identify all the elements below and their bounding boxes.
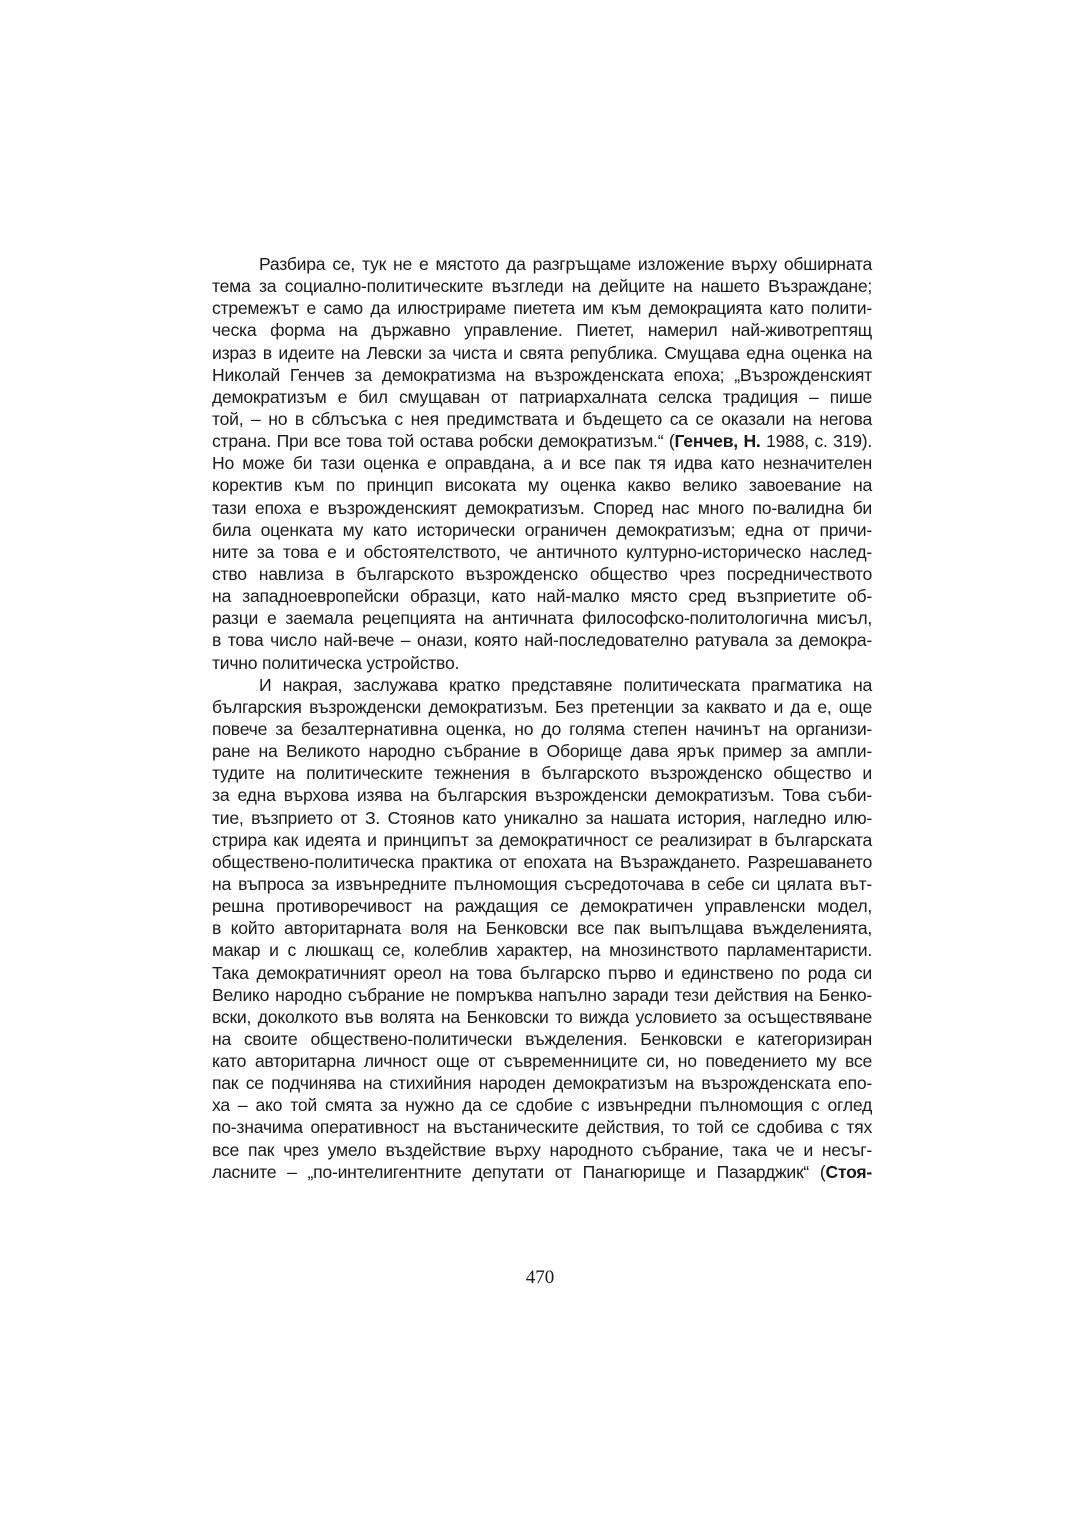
text-line: на своите обществено-политически въжделения. Бенковски е категоризиран	[212, 1028, 872, 1049]
paragraph-2	[212, 674, 872, 1183]
text-line: демократизъм е бил смущаван от патриархалната селска традиция – пише	[212, 386, 872, 407]
text-line: била оценката му като исторически ограничен демократизъм; една от причи-	[212, 519, 872, 540]
citation-author: Генчев, Н.	[674, 431, 761, 452]
text-segment: страна. При все това той остава робски демократизъм.“ (	[212, 431, 675, 452]
body-text	[212, 253, 872, 1183]
text-line: българския възрожденски демократизъм. Без претенции за каквато и да е, още	[212, 696, 872, 717]
text-line: на западноевропейски образци, като най-малко място сред възприетите об-	[212, 586, 872, 607]
text-line: по-значима оперативност на въстаническите действия, то той се сдобива с тях	[212, 1117, 872, 1138]
text-line: израз в идеите на Левски за чиста и свята република. Смущава една оценка на	[212, 342, 872, 363]
text-line-with-citation	[212, 1161, 872, 1183]
text-line: все пак чрез умело въздействие върху народното събрание, така че и несъг-	[212, 1139, 872, 1160]
text-line: обществено-политическа практика от епохата на Възраждането. Разрешаването	[212, 851, 872, 872]
text-line: стремежът е само да илюстрираме пиетета им към демокрацията като полити-	[212, 298, 872, 319]
text-line: за една върхова изява на българския възрожденски демократизъм. Това съби-	[212, 785, 872, 806]
citation-details: 1988, с. 319).	[760, 431, 873, 452]
page-number: 470	[525, 1267, 555, 1288]
text-line: тази епоха е възрожденският демократизъм. Според нас много по-валидна би	[212, 497, 872, 518]
paragraph-1	[212, 253, 872, 674]
text-line: стрира как идеята и принципът за демократичност се реализират в българската	[212, 829, 872, 850]
text-line: ство навлиза в българското възрожденско общество чрез посредничеството	[212, 563, 872, 584]
text-line: тие, възприето от З. Стоянов като уникално за нашата история, нагледно илю-	[212, 807, 872, 828]
text-line: решна противоречивост на раждащия се демократичен управленски модел,	[212, 896, 872, 917]
text-line: в който авторитарната воля на Бенковски все пак выпълщава въжделенията,	[212, 918, 872, 939]
text-line: ране на Великото народно събрание в Оборище дава ярък пример за ампли-	[212, 741, 872, 762]
text-line-with-citation	[212, 430, 872, 452]
text-line: Но може би тази оценка е оправдана, а и все пак тя идва като незначителен	[212, 453, 872, 474]
text-line: Разбира се, тук не е мястото да разгръщаме изложение върху обширната	[259, 254, 872, 274]
text-line: макар и с люшкащ се, колеблив характер, на мнозинството парламентаристи.	[212, 940, 872, 961]
text-line: той, – но в сблъсъка с нея предимствата и бъдещето са се оказали на негова	[212, 408, 872, 429]
text-line: ческа форма на държавно управление. Пиетет, намерил най-животрептящ	[212, 320, 872, 341]
text-line: разци е заемала рецепцията на античната философско-политологична мисъл,	[212, 608, 872, 629]
text-line: повече за безалтернативна оценка, но до голяма степен начинът на организи-	[212, 718, 872, 739]
text-line: Така демократичният ореол на това българско първо и единствено по рода си	[212, 962, 872, 983]
text-line: тудите на политическите тежнения в българското възрожденско общество и	[212, 763, 872, 784]
text-segment: ласните – „по-интелигентните депутати от Панагюрище и Пазарджик“ (	[212, 1161, 826, 1182]
text-line: тема за социално-политическите възгледи на дейците на нашето Възраждане;	[212, 276, 872, 297]
text-line: Николай Генчев за демократизма на възрожденската епоха; „Възрожденският	[212, 364, 872, 385]
text-line: коректив към по принцип високата му оценка какво велико завоевание на	[212, 475, 872, 496]
text-line: ха – ако той смята за нужно да се сдобие с извънредни пълномощия с оглед	[212, 1095, 872, 1116]
text-line: тично политическа устройство.	[212, 652, 460, 673]
text-line: Велико народно събрание не помръква напълно заради тези действия на Бенко-	[212, 984, 872, 1005]
text-line: И накрая, заслужава кратко представяне политическата прагматика на	[259, 674, 872, 695]
text-line: ните за това е и обстоятелството, че античното културно-историческо наслед-	[212, 541, 872, 562]
text-line: като авторитарна личност още от съвременниците си, но поведението му все	[212, 1051, 872, 1072]
citation-author: Стоя-	[825, 1161, 872, 1182]
text-line: на въпроса за извънредните пълномощия съсредоточава в себе си цялата вът-	[212, 873, 872, 894]
text-line: пак се подчинява на стихийния народен демократизъм на възрожденската епо-	[212, 1073, 872, 1094]
text-line: в това число най-вече – онази, която най-последователно ратувала за демокра-	[212, 630, 872, 651]
text-line: вски, доколкото във волята на Бенковски то вижда условието за осъществяване	[212, 1006, 872, 1027]
